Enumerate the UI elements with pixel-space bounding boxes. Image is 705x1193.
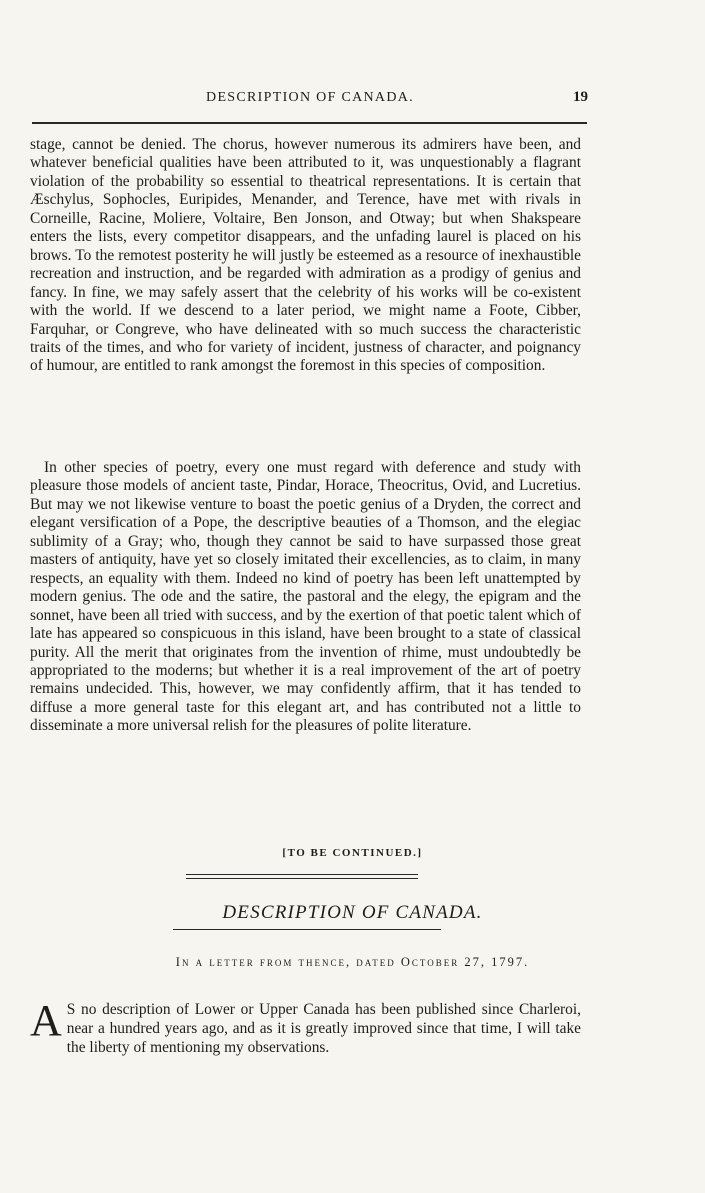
title-rule [173, 929, 441, 930]
paragraph-text: In other species of poetry, every one must regard with deference and study with pleasure those models of ancient taste, Pindar, Horace, Theocritus, Ovid, and Lucretius. But may we not likewise venture to boast the poetic genius of a Dryden, the correct and elegant versification of a Pope, the descriptive beauties of a Thomson, and the elegiac sublimity of a Gray; who, though they cannot be said to have surpassed those great masters of antiquity, have yet so closely imitated their excellencies, as to claim, in many respects, an equality with them. Indeed no kind of poetry has been left unattempted by modern genius. The ode and the satire, the pastoral and the elegy, the epigram and the sonnet, have been all tried with success, and by the exertion of that poetic talent which of late has appeared so conspicuous in this island, have been brought to a state of classical purity. All the merit that originates from the invention of rhime, must undoubtedly be appropriated to the moderns; but whether it is a real improvement of the art of poetry remains undecided. This, however, we may confidently affirm, that it has tended to diffuse a more general taste for this elegant art, and has contributed not a little to disseminate a more universal relish for the pleasures of polite literature. [30, 459, 581, 735]
subtitle-text: In a letter from thence, dated October [175, 955, 460, 969]
opening-paragraph [30, 996, 581, 1057]
opening-text: S no description of Lower or Upper Canada has been published since Charleroi, near a hundred years ago, and as it is greatly improved since that time, I will take the liberty of mentioning my observations. [66, 1001, 581, 1056]
section-divider [186, 874, 418, 879]
article-title: DESCRIPTION OF CANADA. [222, 902, 483, 923]
page-number: 19 [573, 89, 588, 105]
drop-cap: A [30, 996, 62, 1045]
header-rule [32, 122, 587, 124]
page-header [30, 90, 590, 114]
continued-note: [TO BE CONTINUED.] [282, 847, 423, 859]
running-head: DESCRIPTION OF CANADA. [206, 90, 414, 105]
subtitle-date: 27, 1797. [464, 955, 530, 969]
body-paragraph-2 [30, 459, 581, 736]
body-paragraph-1 [30, 136, 581, 376]
article-subtitle [0, 955, 705, 970]
paragraph-text: stage, cannot be denied. The chorus, however numerous its admirers have been, and whatever beneficial qualities have been attributed to it, was unquestionably a flagrant violation of the probability so essential to theatrical representations. It is certain that Æschylus, Sophocles, Euripides, Menander, and Terence, have met with rivals in Corneille, Racine, Moliere, Voltaire, Ben Jonson, and Otway; but when Shakspeare enters the lists, every competitor disappears, and the unfading laurel is placed on his brows. To the remotest posterity he will justly be esteemed as a resource of inexhaustible recreation and instruction, and be regarded with admiration as a prodigy of genius and fancy. In fine, we may safely assert that the celebrity of his works will be co-existent with the world. If we descend to a later period, we might name a Foote, Cibber, Farquhar, or Congreve, who have delineated with so much success the characteristic traits of the times, and who for variety of incident, justness of character, and poignancy of humour, are entitled to rank amongst the foremost in this species of composition. [30, 136, 581, 375]
